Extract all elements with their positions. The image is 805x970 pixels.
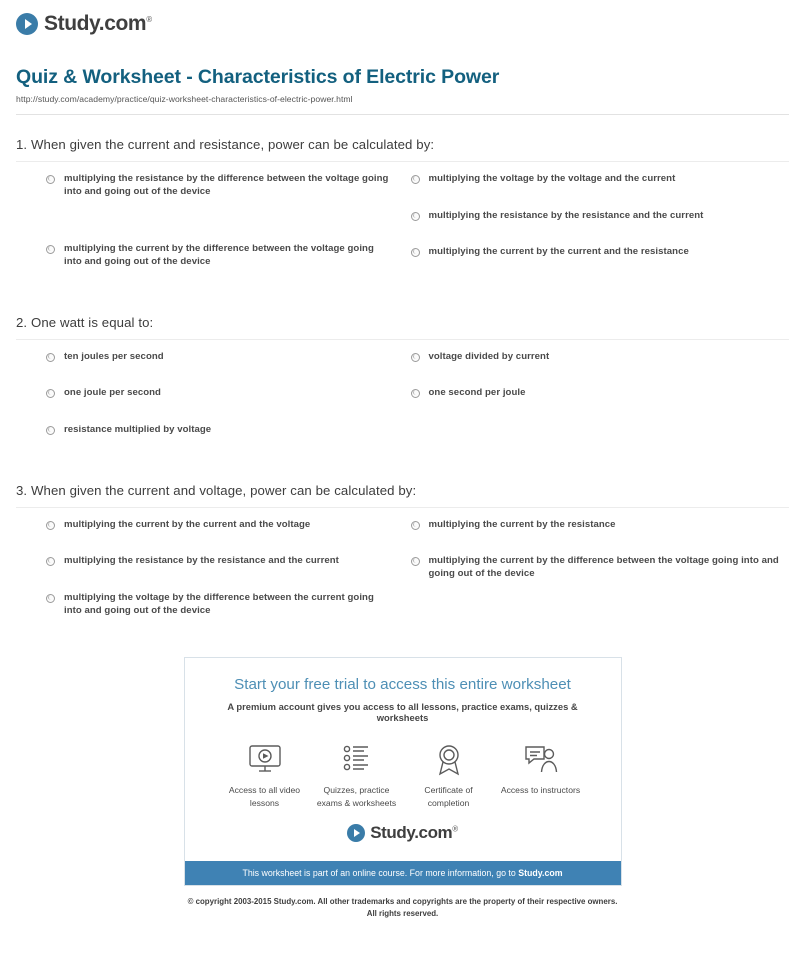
promo-feature-list xyxy=(203,739,603,809)
radio-button-icon[interactable] xyxy=(411,212,420,221)
answer-option[interactable] xyxy=(46,173,389,198)
free-trial-card xyxy=(184,657,622,886)
trademark-symbol: ® xyxy=(146,15,152,24)
radio-button-icon[interactable] xyxy=(411,521,420,530)
answer-label: multiplying the resistance by the resistance and the current xyxy=(428,209,704,221)
radio-button-icon[interactable] xyxy=(46,557,55,566)
question-1-answers xyxy=(16,162,789,293)
trademark-symbol: ® xyxy=(452,824,458,834)
answer-label: multiplying the resistance by the resistance and the current xyxy=(64,555,339,567)
radio-button-icon[interactable] xyxy=(46,389,55,398)
promo-feature xyxy=(219,739,311,809)
radio-button-icon[interactable] xyxy=(46,353,55,362)
promo-subtitle: A premium account gives you access to all lessons, practice exams, quizzes & worksheets xyxy=(227,701,578,724)
radio-button-icon[interactable] xyxy=(46,245,55,254)
answer-option[interactable] xyxy=(46,243,389,268)
answer-label: voltage divided by current xyxy=(428,350,550,362)
answer-option[interactable] xyxy=(46,555,389,568)
answer-label: resistance multiplied by voltage xyxy=(64,423,212,435)
document-header xyxy=(0,36,805,115)
answer-option[interactable] xyxy=(46,351,389,364)
answer-option[interactable] xyxy=(46,519,389,532)
instructor-chat-icon xyxy=(495,739,587,779)
brand-tld: .com xyxy=(414,823,453,843)
question-1-prompt: 1. When given the current and resistance, power can be calculated by: xyxy=(16,137,435,152)
answer-label: multiplying the voltage by the difference between the current going into and going out of the device xyxy=(64,591,374,616)
promo-feature xyxy=(403,739,495,809)
radio-button-icon[interactable] xyxy=(411,353,420,362)
answer-column-left xyxy=(16,351,403,461)
radio-button-icon[interactable] xyxy=(411,557,420,566)
promo-footer-bar xyxy=(185,861,621,885)
answer-option[interactable] xyxy=(46,424,389,437)
answer-option[interactable] xyxy=(411,519,780,532)
copyright-notice xyxy=(0,896,805,919)
answer-option[interactable] xyxy=(46,592,389,617)
radio-button-icon[interactable] xyxy=(411,248,420,257)
video-lesson-icon xyxy=(219,739,311,779)
answer-option[interactable] xyxy=(411,387,780,400)
answer-label: multiplying the current by the current and the voltage xyxy=(64,518,311,530)
question-3-prompt: 3. When given the current and voltage, power can be calculated by: xyxy=(16,482,417,498)
promo-feature xyxy=(495,739,587,809)
answer-column-right xyxy=(403,173,790,293)
certificate-badge-icon xyxy=(403,739,495,779)
play-circle-icon xyxy=(16,13,38,35)
promo-title: Start your free trial to access this entire worksheet xyxy=(234,676,571,694)
promo-footer-text: This worksheet is part of an online course. For more information, go to xyxy=(242,868,519,879)
play-circle-icon xyxy=(347,824,365,842)
promo-logo[interactable] xyxy=(203,823,603,843)
question-2 xyxy=(0,293,805,461)
answer-option[interactable] xyxy=(411,210,780,223)
brand-tld: .com xyxy=(98,12,147,35)
radio-button-icon[interactable] xyxy=(46,594,55,603)
radio-button-icon[interactable] xyxy=(411,389,420,398)
promo-feature xyxy=(311,739,403,809)
answer-label: multiplying the voltage by the voltage and the current xyxy=(428,173,676,184)
brand-name: Study xyxy=(44,12,99,35)
brand-wordmark xyxy=(370,823,458,843)
answer-label: multiplying the current by the current and the resistance xyxy=(428,246,689,258)
answer-label: ten joules per second xyxy=(64,350,164,362)
answer-label: one second per joule xyxy=(428,387,526,399)
quiz-list-icon xyxy=(311,739,403,779)
question-2-answers xyxy=(16,340,789,461)
answer-column-right xyxy=(403,519,790,642)
answer-option[interactable] xyxy=(411,173,780,186)
radio-button-icon[interactable] xyxy=(46,426,55,435)
copyright-line-2: All rights reserved. xyxy=(366,908,439,918)
promo-footer-link[interactable]: Study.com xyxy=(518,868,563,879)
question-1 xyxy=(0,115,805,293)
answer-label: multiplying the current by the difference between the voltage going into and going out of the device xyxy=(428,555,779,579)
promo-section xyxy=(0,657,805,886)
promo-feature-label: Certificate of completion xyxy=(424,785,473,808)
answer-column-left xyxy=(16,173,403,293)
promo-feature-label: Quizzes, practice exams & worksheets xyxy=(316,785,397,808)
answer-label: multiplying the resistance by the difference between the voltage going into and going out of the device xyxy=(64,173,389,197)
question-3 xyxy=(0,461,805,642)
question-2-prompt: 2. One watt is equal to: xyxy=(16,314,154,330)
answer-option[interactable] xyxy=(411,555,780,580)
answer-label: one joule per second xyxy=(64,387,161,399)
brand-name: Study xyxy=(370,823,415,843)
promo-feature-label: Access to all video lessons xyxy=(228,785,301,808)
promo-feature-label: Access to instructors xyxy=(500,785,581,796)
brand-wordmark xyxy=(44,12,152,36)
answer-option[interactable] xyxy=(411,246,780,259)
answer-option[interactable] xyxy=(46,387,389,400)
answer-column-left xyxy=(16,519,403,642)
answer-column-right xyxy=(403,351,790,461)
radio-button-icon[interactable] xyxy=(46,175,55,184)
radio-button-icon[interactable] xyxy=(411,175,420,184)
page-title: Quiz & Worksheet - Characteristics of Electric Power xyxy=(16,66,500,88)
answer-label: multiplying the current by the difference between the voltage going into and going out of the device xyxy=(64,243,374,267)
answer-label: multiplying the current by the resistance xyxy=(428,518,616,530)
answer-spacer xyxy=(46,222,389,243)
question-3-answers xyxy=(16,508,789,642)
source-url: http://study.com/academy/practice/quiz-worksheet-characteristics-of-electric-power.html xyxy=(16,94,353,104)
site-logo[interactable] xyxy=(0,0,805,36)
radio-button-icon[interactable] xyxy=(46,521,55,530)
answer-option[interactable] xyxy=(411,351,780,364)
copyright-line-1: © copyright 2003-2015 Study.com. All other trademarks and copyrights are the property of their respective owners. xyxy=(187,897,618,907)
